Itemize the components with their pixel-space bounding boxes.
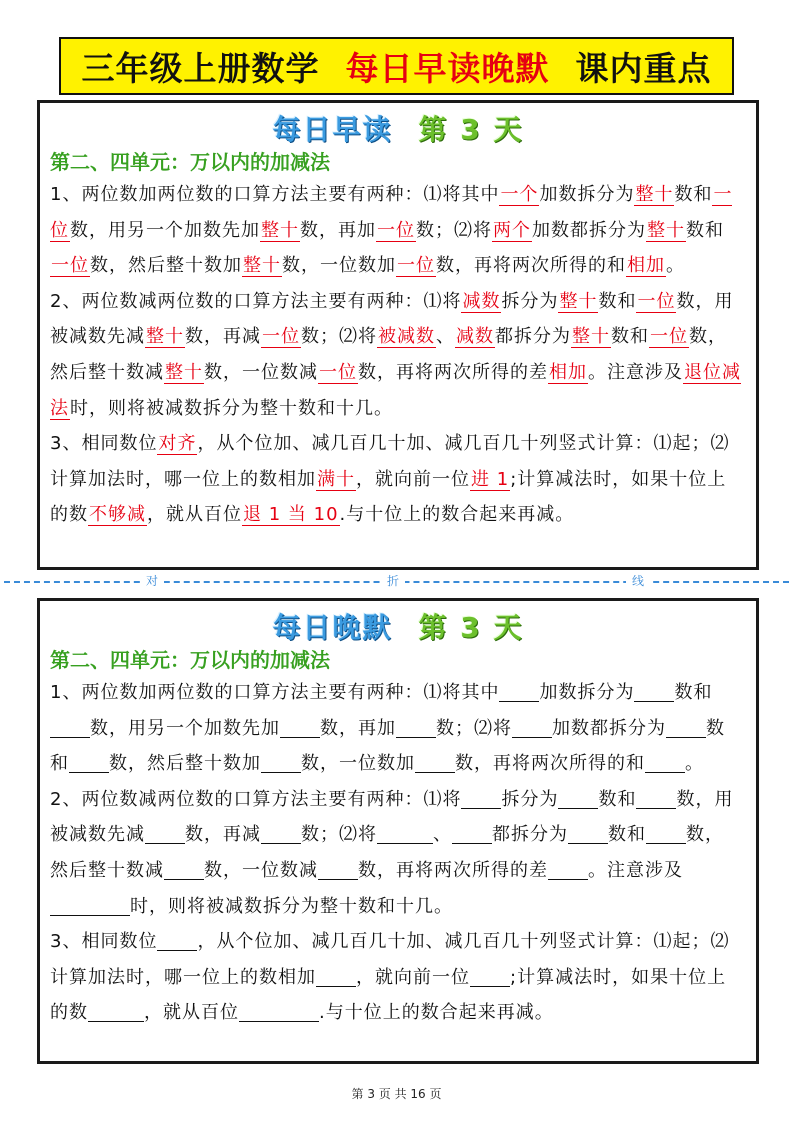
answer-text: 一位 bbox=[51, 255, 89, 277]
text-segment: 数，一位数减 bbox=[204, 859, 318, 881]
text-segment: 数；⑵将 bbox=[301, 824, 377, 846]
writing-paragraph-2 bbox=[50, 782, 742, 924]
answer-blank[interactable] bbox=[548, 859, 588, 880]
fold-label-2: 折 bbox=[381, 573, 405, 589]
reading-paragraph-3 bbox=[50, 426, 742, 533]
text-segment: 数和 bbox=[598, 290, 637, 312]
text-segment: 数和 bbox=[611, 326, 649, 348]
answer-blank[interactable] bbox=[69, 752, 109, 773]
text-segment: 加数拆分为 bbox=[539, 682, 635, 703]
fold-label-1: 对 bbox=[140, 573, 164, 589]
text-segment: 都拆分为 bbox=[492, 824, 568, 846]
answer-blank[interactable] bbox=[377, 823, 433, 844]
page-number: 第 3 页 共 16 页 bbox=[351, 1087, 442, 1101]
answer-text: 整十 bbox=[243, 255, 281, 277]
reading-title-text: 每日早读 bbox=[272, 113, 393, 146]
text-segment: 3、相同数位 bbox=[50, 433, 158, 455]
text-segment: 数和 bbox=[686, 219, 724, 241]
reading-paragraph-1 bbox=[50, 177, 742, 284]
answer-text: 进 1 bbox=[471, 468, 510, 490]
answer-text: 整十 bbox=[572, 326, 610, 348]
text-segment: 数，再加 bbox=[320, 717, 396, 739]
text-segment: ;计算减法时，如果十位上的数 bbox=[50, 966, 727, 1024]
answer-blank[interactable] bbox=[636, 788, 676, 809]
answer-blank[interactable] bbox=[558, 788, 598, 809]
writing-title bbox=[40, 611, 756, 645]
answer-blank[interactable] bbox=[512, 717, 552, 738]
morning-reading-panel bbox=[37, 100, 759, 570]
text-segment: 拆分为 bbox=[501, 788, 559, 810]
reading-title bbox=[40, 113, 756, 147]
answer-text: 相加 bbox=[627, 255, 665, 277]
text-segment: 拆分为 bbox=[501, 290, 559, 312]
text-segment: ;计算减法时，如果十位上的数 bbox=[50, 468, 727, 526]
answer-text: 整十 bbox=[146, 326, 184, 348]
answer-text: 整十 bbox=[647, 219, 685, 241]
text-segment: 2、两位数减两位数的口算方法主要有两种：⑴将 bbox=[50, 788, 462, 810]
answer-text: 减数 bbox=[456, 326, 494, 348]
text-segment: 数，再加 bbox=[300, 219, 376, 241]
answer-text: 一位 bbox=[262, 326, 300, 348]
answer-blank[interactable] bbox=[88, 1001, 144, 1022]
writing-title-text: 每日晚默 bbox=[272, 611, 393, 644]
answer-text: 一位 bbox=[637, 290, 676, 312]
reading-paragraph-2 bbox=[50, 284, 742, 426]
text-segment: 数；⑵将 bbox=[301, 326, 377, 348]
header-banner bbox=[59, 37, 734, 95]
answer-text: 整十 bbox=[559, 290, 598, 312]
answer-blank[interactable] bbox=[50, 717, 90, 738]
answer-text: 整十 bbox=[165, 361, 203, 383]
text-segment: 数和 bbox=[674, 184, 713, 205]
text-segment: .与十位上的数合起来再减。 bbox=[339, 504, 575, 526]
answer-text: 一位 bbox=[397, 255, 435, 277]
answer-blank[interactable] bbox=[280, 717, 320, 738]
text-segment: ，从个位加、减几百几十加、减几百几十列竖式计算：⑴起；⑵计算加法时，哪一位上的数相加 bbox=[50, 931, 730, 988]
answer-blank[interactable] bbox=[415, 752, 455, 773]
text-segment: 数，用被减数先减 bbox=[50, 788, 734, 846]
text-segment: 加数都拆分为 bbox=[532, 219, 646, 241]
header-grade-title: 三年级上册数学 bbox=[81, 48, 320, 88]
answer-text: 不够减 bbox=[89, 504, 146, 526]
text-segment: 数，然后整十数减 bbox=[50, 326, 727, 383]
header-series-title: 每日早读晚默 bbox=[345, 48, 550, 88]
answer-blank[interactable] bbox=[239, 1001, 319, 1022]
answer-text: 对齐 bbox=[158, 433, 197, 455]
text-segment: 数，再将两次所得的差 bbox=[358, 859, 548, 881]
answer-blank[interactable] bbox=[568, 823, 608, 844]
text-segment: 数和 bbox=[50, 717, 725, 775]
answer-blank[interactable] bbox=[634, 681, 674, 702]
text-segment: 时，则将被减数拆分为整十数和十几。 bbox=[130, 895, 453, 917]
text-segment: ，就向前一位 bbox=[356, 966, 470, 988]
answer-blank[interactable] bbox=[316, 966, 356, 987]
reading-day: 第 3 天 bbox=[418, 113, 524, 146]
text-segment: 数，一位数减 bbox=[204, 361, 318, 383]
answer-blank[interactable] bbox=[164, 859, 204, 880]
text-segment: ，就从百位 bbox=[144, 1002, 239, 1024]
answer-text: 退 1 当 10 bbox=[243, 504, 339, 526]
answer-text: 相加 bbox=[549, 361, 587, 383]
text-segment: 。 bbox=[685, 753, 704, 775]
answer-text: 一位 bbox=[377, 219, 415, 241]
text-segment: 数，再将两次所得的和 bbox=[455, 753, 645, 775]
text-segment: 数，用被减数先减 bbox=[50, 290, 734, 348]
writing-paragraph-3 bbox=[50, 924, 742, 1031]
answer-text: 整十 bbox=[635, 184, 674, 205]
answer-text: 一位 bbox=[650, 326, 688, 348]
answer-blank[interactable] bbox=[50, 895, 130, 916]
answer-blank[interactable] bbox=[461, 788, 501, 809]
answer-blank[interactable] bbox=[157, 930, 197, 951]
writing-day: 第 3 天 bbox=[418, 611, 524, 644]
evening-dictation-panel bbox=[37, 598, 759, 1064]
text-segment: 加数都拆分为 bbox=[552, 717, 666, 739]
answer-blank[interactable] bbox=[396, 717, 436, 738]
answer-blank[interactable] bbox=[470, 966, 510, 987]
fold-label-3: 线 bbox=[626, 573, 650, 589]
answer-text: 退位减法 bbox=[50, 361, 741, 419]
answer-blank[interactable] bbox=[145, 823, 185, 844]
text-segment: .与十位上的数合起来再减。 bbox=[319, 1002, 554, 1024]
answer-blank[interactable] bbox=[646, 823, 686, 844]
text-segment: 数，再将两次所得的差 bbox=[358, 361, 548, 383]
answer-blank[interactable] bbox=[666, 717, 706, 738]
text-segment: 数和 bbox=[598, 788, 637, 810]
text-segment: 数，然后整十数加 bbox=[109, 753, 261, 775]
text-segment: 2、两位数减两位数的口算方法主要有两种：⑴将 bbox=[50, 290, 462, 312]
answer-blank[interactable] bbox=[452, 823, 492, 844]
text-segment: 。注意涉及 bbox=[588, 859, 683, 881]
text-segment: 数，然后整十数减 bbox=[50, 824, 724, 881]
text-segment: ，从个位加、减几百几十加、减几百几十列竖式计算：⑴起；⑵计算加法时，哪一位上的数相加 bbox=[50, 433, 730, 490]
header-focus-title: 课内重点 bbox=[575, 48, 712, 88]
text-segment: 数，再减 bbox=[185, 824, 261, 846]
answer-text: 整十 bbox=[261, 219, 299, 241]
text-segment: 数；⑵将 bbox=[436, 717, 512, 739]
answer-blank[interactable] bbox=[261, 823, 301, 844]
text-segment: 。注意涉及 bbox=[588, 361, 683, 383]
text-segment: 数，再减 bbox=[185, 326, 261, 348]
text-segment: 数和 bbox=[608, 824, 646, 846]
answer-blank[interactable] bbox=[261, 752, 301, 773]
answer-text: 一个 bbox=[500, 184, 539, 205]
text-segment: 数，再将两次所得的和 bbox=[436, 255, 626, 277]
answer-blank[interactable] bbox=[499, 681, 539, 702]
reading-unit-heading: 第二、四单元：万以内的加减法 bbox=[50, 150, 330, 174]
text-segment: 数，然后整十数加 bbox=[90, 255, 242, 277]
text-segment: ，就从百位 bbox=[147, 504, 242, 526]
writing-unit-heading: 第二、四单元：万以内的加减法 bbox=[50, 648, 330, 672]
text-segment: 加数拆分为 bbox=[539, 184, 635, 205]
text-segment: 、 bbox=[433, 824, 452, 846]
answer-blank[interactable] bbox=[318, 859, 358, 880]
text-segment: 、 bbox=[436, 326, 455, 348]
answer-text: 减数 bbox=[462, 290, 501, 312]
answer-text: 满十 bbox=[317, 468, 355, 490]
text-segment: 1、两位数加两位数的口算方法主要有两种：⑴将其中 bbox=[50, 184, 500, 205]
answer-blank[interactable] bbox=[645, 752, 685, 773]
answer-text: 两个 bbox=[493, 219, 531, 241]
text-segment: 。 bbox=[666, 255, 685, 277]
text-segment: 数，一位数加 bbox=[282, 255, 396, 277]
text-segment: 数，用另一个加数先加 bbox=[90, 717, 280, 739]
answer-text: 被减数 bbox=[378, 326, 435, 348]
text-segment: 数，用另一个加数先加 bbox=[70, 219, 260, 241]
answer-text: 一位 bbox=[319, 361, 357, 383]
text-segment: 1、两位数加两位数的口算方法主要有两种：⑴将其中 bbox=[50, 682, 500, 703]
writing-paragraph-1 bbox=[50, 675, 742, 782]
text-segment: 数，一位数加 bbox=[301, 753, 415, 775]
text-segment: 都拆分为 bbox=[495, 326, 571, 348]
text-segment: ，就向前一位 bbox=[356, 468, 470, 490]
answer-text: 一位 bbox=[50, 184, 733, 241]
text-segment: 数和 bbox=[674, 682, 713, 703]
text-segment: 数；⑵将 bbox=[416, 219, 492, 241]
text-segment: 时，则将被减数拆分为整十数和十几。 bbox=[70, 397, 393, 419]
text-segment: 3、相同数位 bbox=[50, 931, 158, 953]
